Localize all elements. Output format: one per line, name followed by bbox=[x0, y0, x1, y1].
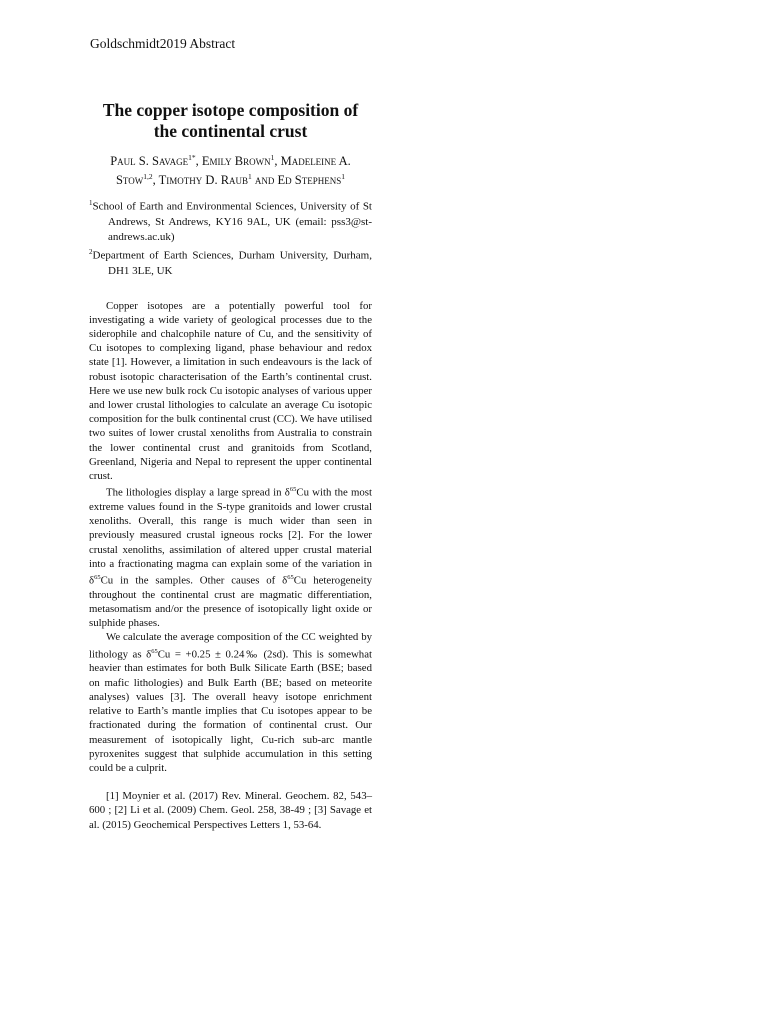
author-affiliation-mark: 1 bbox=[248, 172, 252, 182]
affiliation-list bbox=[89, 196, 372, 278]
affiliation bbox=[89, 245, 372, 279]
abstract-body bbox=[89, 299, 372, 775]
affiliation-number: 2 bbox=[89, 247, 93, 256]
author-separator: and bbox=[251, 173, 278, 188]
author-affiliation-mark: 1,2 bbox=[143, 172, 153, 182]
affiliation bbox=[89, 196, 372, 245]
author-separator: , bbox=[152, 173, 159, 188]
affiliation-text: School of Earth and Environmental Sciences, University of St Andrews, St Andrews, KY16 9AL, UK (email: pss3@st-andrews.ac.uk) bbox=[92, 200, 372, 243]
author bbox=[278, 173, 345, 187]
abstract-paragraph bbox=[89, 630, 372, 775]
affiliation-text: Department of Earth Sciences, Durham University, Durham, DH1 3LE, UK bbox=[92, 249, 372, 277]
author-name: Paul S. Savage bbox=[110, 154, 189, 169]
paragraph-text: Cu in the samples. Other causes of δ bbox=[100, 574, 288, 587]
author-list bbox=[89, 150, 372, 188]
isotope-superscript: 65 bbox=[287, 574, 294, 582]
author-name: Emily Brown bbox=[201, 154, 271, 169]
abstract-paragraph bbox=[89, 483, 372, 630]
paragraph-text: The lithologies display a large spread in δ bbox=[106, 486, 290, 499]
author bbox=[159, 173, 278, 187]
paragraph-text: Cu heterogeneity throughout the continental crust are magmatic differentiation, metasomatism and/or the presence of isotopically light oxide or sulphide phases. bbox=[89, 574, 372, 630]
abstract-paragraph bbox=[89, 299, 372, 484]
author-affiliation-mark: 1* bbox=[188, 153, 196, 162]
paragraph-text: We calculate the average composition of the CC weighted by lithology as δ bbox=[89, 631, 372, 661]
isotope-superscript: 65 bbox=[151, 647, 158, 655]
author-separator: , bbox=[195, 154, 202, 169]
page-title: The copper isotope composition of the continental crust bbox=[102, 100, 359, 141]
paragraph-text: Copper isotopes are a potentially powerful tool for investigating a wide variety of geological processes due to the siderophile and chalcophile nature of Cu, and the sensitivity of Cu isotopes to complexing ligand, phase behaviour and redox state [1]. However, a limitation in such endeavours is the lack of robust isotopic characterisation of the Earth’s continental crust. Here we use new bulk rock Cu isotopic analyses of various upper and lower crustal lithologies to calculate an average Cu isotopic composition for the bulk continental crust (CC). We have utilised two suites of lower crustal xenoliths from Australia to constrain the lower continental crust and granitoids from Scotland, Greenland, Nigeria and Nepal to represent the upper continental crust. bbox=[89, 299, 372, 483]
author-name: Ed Stephens bbox=[277, 173, 342, 188]
author bbox=[110, 154, 202, 168]
isotope-superscript: 65 bbox=[94, 574, 101, 582]
author-affiliation-mark: 1 bbox=[270, 153, 275, 162]
author-name: Madeleine A. Stow bbox=[115, 154, 351, 188]
affiliation-number: 1 bbox=[89, 199, 93, 208]
references-text: [1] Moynier et al. (2017) Rev. Mineral. Geochem. 82, 543–600 ; [2] Li et al. (2009) Chem. Geol. 258, 38-49 ; [3] Savage et al. (2015) Geochemical Perspectives Letters 1, 53-64. bbox=[89, 790, 372, 831]
paragraph-text: Cu = +0.25 ± 0.24‰ (2sd). This is somewhat heavier than estimates for both Bulk Silicate Earth (BSE; based on mafic lithologies) and Bulk Earth (BE; based on meteorite analyses) values [3]. The overall heavy isotope enrichment relative to Earth’s mantle implies that Cu isotopes appear to be fractionated during the formation of continental crust. Our measurement of isotopically light, Cu-rich sub-arc mantle pyroxenites suggest that sulphide accumulation in this setting could be a culprit. bbox=[89, 648, 372, 774]
author-affiliation-mark: 1 bbox=[341, 172, 346, 182]
author-separator: , bbox=[274, 154, 281, 169]
isotope-superscript: 65 bbox=[289, 486, 297, 494]
paragraph-text: Cu with the most extreme values found in the S-type granitoids and lower crustal xenoliths. Overall, this range is much wider than seen in previously measured crustal igneous rocks [2]. For the lower crustal xenoliths, assimilation of altered upper crustal material into a fractionating magma can explain some of the variation in δ bbox=[89, 486, 372, 587]
author bbox=[202, 154, 281, 168]
abstract-column bbox=[89, 100, 372, 832]
author-name: Timothy D. Raub bbox=[158, 173, 249, 188]
references bbox=[89, 789, 372, 832]
journal-header: Goldschmidt2019 Abstract bbox=[90, 36, 236, 51]
